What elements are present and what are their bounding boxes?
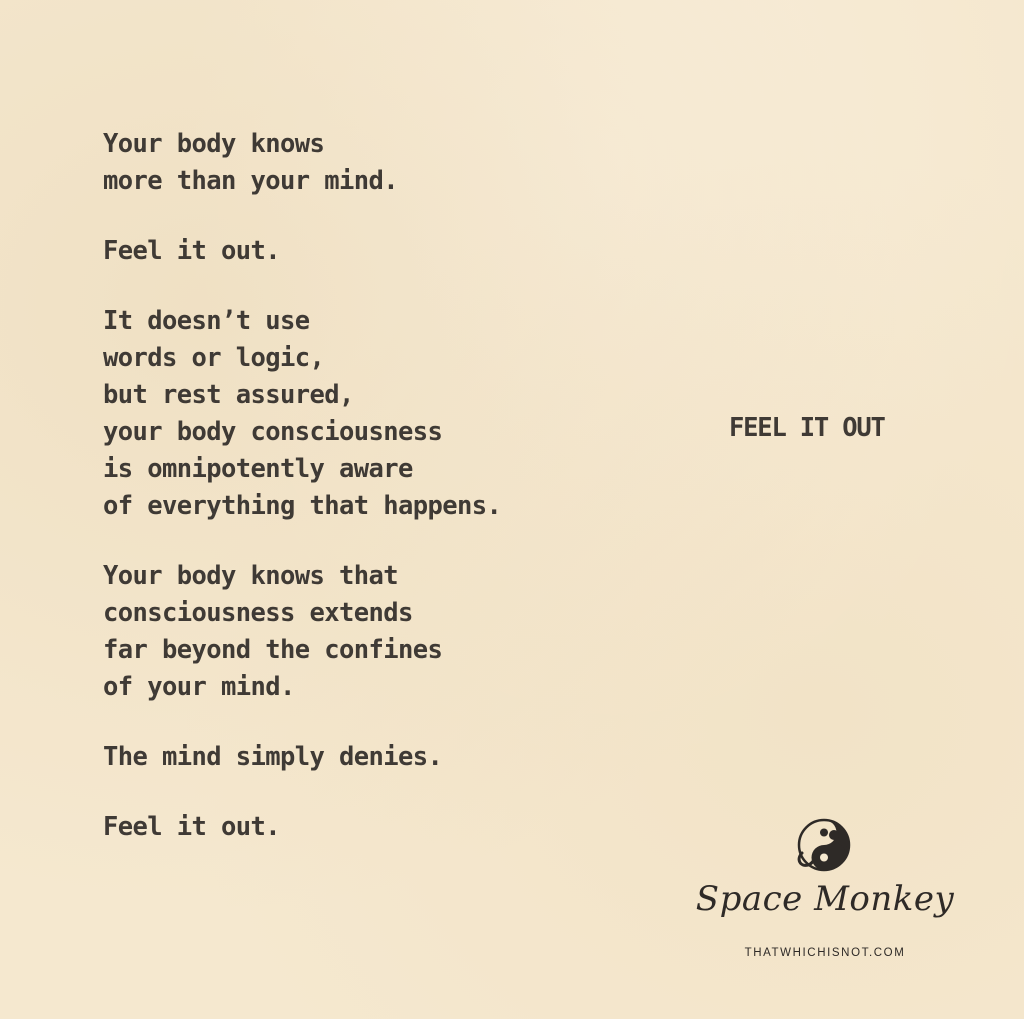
stanza-5 [103, 739, 623, 776]
stanza-6 [103, 809, 623, 846]
monkey-yin-yang-icon [794, 815, 854, 875]
poem-title: FEEL IT OUT [729, 413, 885, 443]
stanza-1 [103, 126, 623, 200]
poem-line: Your body knows [103, 129, 325, 159]
poem-line: consciousness extends [103, 598, 413, 628]
poem-line: your body consciousness [103, 417, 443, 447]
poem-line: The mind simply denies. [103, 742, 443, 772]
poem-line: words or logic, [103, 343, 325, 373]
poem-line: but rest assured, [103, 380, 354, 410]
poem-line: is omnipotently aware [103, 454, 413, 484]
logo-wordmark: Space Monkey [695, 879, 955, 919]
poem-line: more than your mind. [103, 166, 399, 196]
stanza-2 [103, 233, 623, 270]
logo-website: THATWHICHISNOT.COM [744, 947, 906, 959]
poem-line: It doesn’t use [103, 306, 310, 336]
poem-line: far beyond the confines [103, 635, 443, 665]
poem-line: Your body knows that [103, 561, 399, 591]
stanza-4 [103, 558, 623, 706]
space-monkey-logo [690, 815, 960, 965]
poem-line: Feel it out. [103, 812, 281, 842]
stanza-3 [103, 303, 623, 525]
poem-line: of your mind. [103, 672, 295, 702]
poem-line: Feel it out. [103, 236, 281, 266]
poem-line: of everything that happens. [103, 491, 502, 521]
poem-body [103, 126, 623, 879]
